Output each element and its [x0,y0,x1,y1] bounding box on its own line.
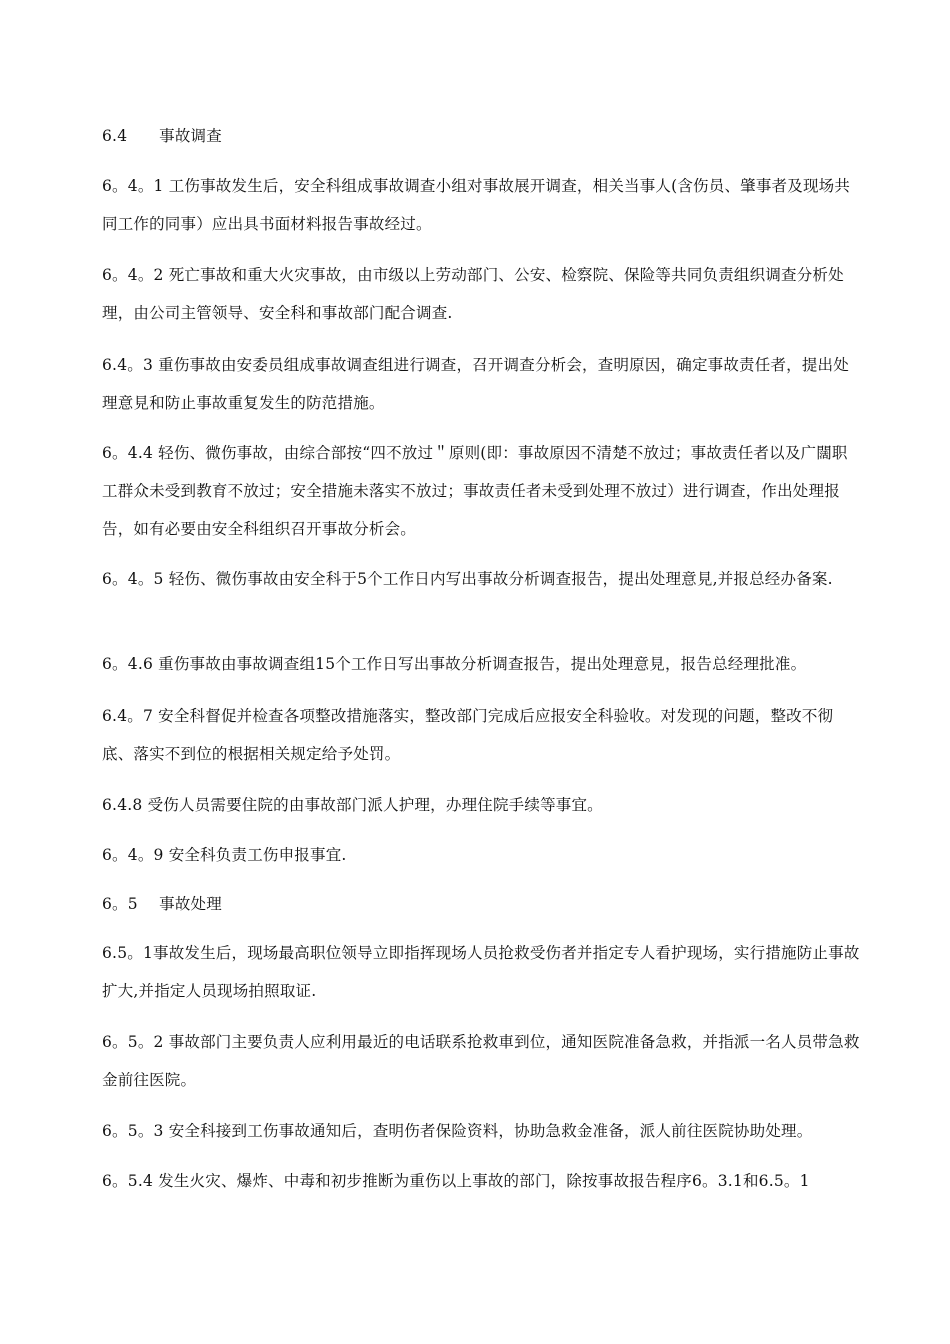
paragraph-6-4-2: 6。4。2 死亡事故和重大火灾事故，由市级以上劳动部门、公安、检察院、保险等共同负责组织调查分析处理，由公司主管领导、安全科和事故部门配合调查. [102,266,844,322]
paragraph-6-4-3: 6.4。3 重伤事故由安委员组成事故调查组进行调查，召开调查分析会，查明原因，确定事故责任者，提出处理意見和防止事故重复发生的防范措施。 [102,356,849,412]
section-number: 6。5 [102,895,138,913]
paragraph-6-4-4: 6。4.4 轻伤、微伤事故，由综合部按“四不放过＂原则(即：事故原因不清楚不放过；事故责任者以及广闊职工群众未受到教育不放过；安全措施未落实不放过；事故责任者未受到处理不放过）进行调查，作出处理报告，如有必要由安全科组织召开事故分析会。 [102,444,848,538]
section-title: 事故处理 [159,895,222,913]
paragraph-6-4-6: 6。4.6 重伤事故由事故调查组15个工作日写出事故分析调查报告，提出处理意見，报告总经理批准。 [102,655,807,673]
paragraph-6-4-1: 6。4。1 工伤事故发生后，安全科组成事故调查小组对事故展开调查，相关当事人(含伤员、肇事者及现场共同工作的同事）应出具书面材料报告事故经过。 [102,177,851,233]
section-heading-6-5 [102,885,862,923]
section-title: 事故调查 [159,127,222,145]
paragraph-6-5-3: 6。5。3 安全科接到工伤事故通知后，查明伤者保险资料，协助急救金准备，派人前往医院协助处理。 [102,1122,813,1140]
paragraph-6-4-7: 6.4。7 安全科督促并检查各项整改措施落实，整改部门完成后应报安全科验收。对发现的问题，整改不彻底、落实不到位的根据相关规定给予处罚。 [102,707,834,763]
paragraph-6-5-1: 6.5。1事故发生后，现场最高职位领导立即指挥现场人员抢救受伤者并指定专人看护现场，实行措施防止事故扩大,并指定人员现场拍照取证. [102,944,860,1000]
paragraph-6-4-8: 6.4.8 受伤人员需要住院的由事故部门派人护理，办理住院手续等事宜。 [102,796,603,814]
paragraph-6-4-9: 6。4。9 安全科负责工伤申报事宜. [102,846,347,864]
section-number: 6.4 [102,127,128,145]
paragraph-6-4-5: 6。4。5 轻伤、微伤事故由安全科于5个工作日内写出事故分析调查报告，提出处理意見,并报总经办备案. [102,570,833,588]
paragraph-6-5-4: 6。5.4 发生火灾、爆炸、中毒和初步推断为重伤以上事故的部门，除按事故报告程序6。3.1和6.5。1 [102,1172,810,1190]
paragraph-6-5-2: 6。5。2 事故部门主要负责人应利用最近的电话联系抢救車到位，通知医院准备急救，并指派一名人员带急救金前往医院。 [102,1033,860,1089]
section-heading-6-4 [102,117,862,155]
